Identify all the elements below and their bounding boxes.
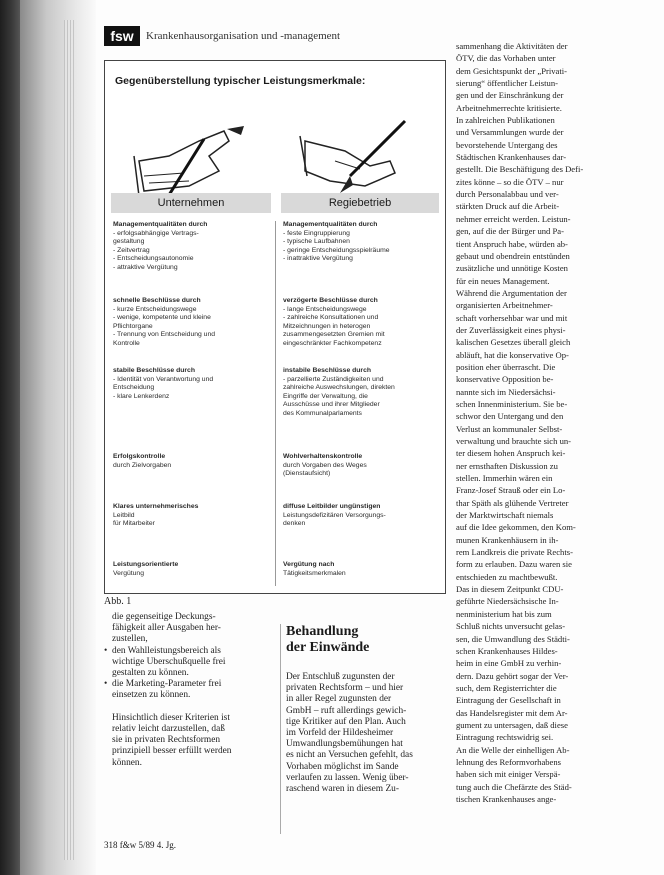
text-line: der Marktwirtschaft niemals: [456, 510, 554, 521]
text-line: raschend waren in diesem Zu-: [286, 784, 399, 795]
text-line: sammenhang die Aktivitäten der: [456, 41, 568, 51]
text-line: dem Gesichtspunkt der „Privati-: [456, 65, 567, 76]
feature-line: Mitzeichnungen in heterogen: [283, 322, 371, 330]
page-gutter-shadow: [20, 0, 96, 875]
text-line: tige Kritiker auf den Plan. Auch: [286, 716, 406, 727]
text-line: schaft vorhersehbar war und mit: [456, 312, 568, 323]
text-line: tung auch die Chefärzte des Städ-: [456, 781, 572, 792]
text-line: Das in diesem Zeitpunkt CDU-: [456, 584, 564, 595]
feature-line: - attraktive Vergütung: [113, 263, 178, 271]
feature-line: - erfolgsabhängige Vertrags-: [113, 229, 199, 237]
feature-heading: Leistungsorientierte: [113, 561, 179, 568]
text-line: haben sich mit einiger Verspä-: [456, 769, 561, 780]
text-line: dern. Dazu gehört sogar der Ver-: [456, 670, 569, 681]
feature-heading: Managementqualitäten durch: [283, 221, 378, 228]
column-head-unternehmen: Unternehmen: [111, 193, 271, 213]
text-line: sie in privaten Rechtsformen: [112, 735, 221, 746]
header-title: Krankenhausorganisation und -management: [146, 30, 341, 42]
feature-line: - feste Eingruppierung: [283, 229, 350, 237]
feature-line: des Kommunalparlaments: [283, 409, 362, 417]
feature-line: - geringe Entscheidungsspielräume: [283, 246, 390, 254]
text-line: der Zuverlässigkeit eines physi-: [456, 324, 566, 335]
text-line: rem Landkreis die private Rechts-: [456, 547, 573, 558]
text-line: Verlust an kommunaler Selbst-: [456, 423, 563, 434]
feature-line: - parzellierte Zuständigkeiten und: [283, 375, 384, 383]
text-line: in aller Regel zugunsten der: [286, 694, 392, 705]
feature-line: zusammengesetzten Gremien mit: [283, 331, 385, 339]
feature-line: - klare Lenkerdenz: [113, 392, 170, 400]
text-line: es nicht an Versuchen gefehlt, das: [286, 750, 413, 761]
feature-line: Pflichtorgane: [113, 322, 153, 330]
text-line: gestellt. Die Beschäftigung des Defi-: [456, 164, 584, 175]
feature-line: Tätigkeitsmerkmalen: [283, 569, 346, 577]
text-line: nenministerium hat bis zum: [456, 608, 552, 619]
feature-heading: Klares unternehmerisches: [113, 503, 199, 510]
feature-line: denken: [283, 520, 306, 528]
text-line: Der Entschluß zugunsten der: [286, 672, 395, 682]
feature-line: für Mitarbeiter: [113, 520, 155, 528]
feature-line: gestaltung: [113, 238, 145, 246]
text-line: Hinsichtlich dieser Kriterien ist: [112, 712, 230, 723]
text-line: Franz-Josef Strauß oder ein Lo-: [456, 485, 566, 496]
text-line: stellen. Immerhin wären ein: [456, 473, 553, 484]
left-text-column: [112, 612, 270, 769]
box-title: Gegenüberstellung typischer Leistungsmerkmale:: [115, 75, 366, 87]
text-line: Städtischen Krankenhauses dar-: [456, 152, 567, 163]
feature-block: [283, 453, 443, 479]
text-line: entschieden zu machtbewußt.: [456, 571, 558, 582]
feature-heading: Erfolgskontrolle: [113, 453, 166, 460]
text-line: gen, auf die der Bürger und Pa-: [456, 226, 564, 237]
feature-block: [113, 453, 273, 470]
text-line: verlaufen zu lassen. Wenig über-: [286, 772, 409, 783]
text-line: In zahlreichen Publikationen: [456, 115, 555, 126]
book-spine: [0, 0, 20, 875]
text-line: das Handelsregister mit dem Ar-: [456, 707, 568, 718]
text-line: Vorhaben möglichst im Sande: [286, 761, 399, 772]
text-line: Eintragung rechtswidrig sei.: [456, 732, 554, 743]
text-line: Arbeitnehmerrechte kritisierte.: [456, 102, 562, 113]
feature-block: [283, 221, 443, 264]
text-line: konservative Opposition be-: [456, 374, 554, 385]
text-line: kalischen Gesetzes überall gleich: [456, 337, 571, 348]
text-line: lehnung des Reformvorhabens: [456, 756, 562, 767]
text-line: sierung“ öffentlicher Leistun-: [456, 78, 558, 89]
feature-line: - Zeitvertrag: [113, 246, 150, 254]
text-line: schen Innenministerium. Sie be-: [456, 398, 568, 409]
feature-line: Eingriffe der Verwaltung, die: [283, 392, 368, 400]
text-line: gebaut und obendrein entstünden: [456, 250, 570, 261]
text-line: munen Krankenhäusern in ih-: [456, 534, 559, 545]
text-line: Schluß nichts unversucht gelas-: [456, 621, 566, 632]
text-line: heim in eine GmbH zu verhin-: [456, 658, 562, 669]
feature-heading: stabile Beschlüsse durch: [113, 367, 195, 374]
text-line: verwaltung und brauchte sich un-: [456, 436, 572, 446]
feature-line: Vergütung: [113, 569, 144, 577]
text-line: bevorstehende Untergang des: [456, 139, 558, 150]
feature-line: (Dienstaufsicht): [283, 470, 331, 478]
feature-line: Leitbild: [113, 511, 135, 519]
text-line: privaten Rechtsform – und hier: [286, 683, 404, 694]
feature-block: [283, 503, 443, 529]
column-head-regiebetrieb: Regiebetrieb: [281, 193, 439, 213]
feature-block: [113, 367, 273, 401]
feature-block: [283, 297, 443, 349]
text-line: können.: [112, 757, 142, 768]
feature-line: durch Vorgaben des Weges: [283, 461, 367, 469]
text-line: thar Späth als glühende Vertreter: [456, 497, 569, 508]
text-line: für ein neues Management.: [456, 275, 550, 286]
running-header: [104, 26, 420, 46]
text-line: gen und der Einschränkung der: [456, 90, 564, 101]
text-line: Eintragung der Gesellschaft in: [456, 695, 561, 706]
text-line: stärkten Druck auf die Arbeit-: [456, 201, 560, 212]
text-line: prinzipiell besser erfüllt werden: [112, 746, 232, 757]
text-line: schwor den Untergang und den: [456, 411, 564, 422]
text-line: relativ leicht darzustellen, daß: [112, 724, 225, 735]
text-line: wichtige Überschußquelle frei: [112, 656, 226, 667]
feature-line: durch Zielvorgaben: [113, 461, 172, 469]
text-line: Umwandlungsbemühungen hat: [286, 739, 403, 750]
feature-line: - lange Entscheidungswege: [283, 305, 367, 313]
feature-block: [113, 297, 273, 349]
right-text-column: [456, 40, 632, 805]
text-line: tischen Krankenhauses ange-: [456, 793, 557, 804]
feature-block: [113, 221, 273, 273]
feature-line: Leistungsdefizitären Versorgungs-: [283, 511, 386, 519]
feature-heading: instabile Beschlüsse durch: [283, 367, 372, 374]
text-line: geführte Niedersächsische In-: [456, 596, 559, 607]
text-line: ÖTV, die das Vorhaben unter: [456, 53, 556, 64]
feature-block: [113, 561, 273, 578]
feature-line: - wenige, kompetente und kleine: [113, 314, 211, 322]
feature-line: Entscheidung: [113, 384, 155, 392]
text-line: organisierten Arbeitnehmer-: [456, 300, 553, 311]
feature-line: Ausschüsse und ihrer Mitglieder: [283, 401, 380, 409]
text-line: fähigkeit aller Ausgaben her-: [112, 623, 221, 634]
text-line: im Vorfeld der Hildesheimer: [286, 728, 394, 739]
text-line: zites könne – so die ÖTV – nur: [456, 176, 564, 187]
feature-heading: schnelle Beschlüsse durch: [113, 297, 201, 304]
journal-logo: fsw: [104, 26, 140, 46]
text-line: auf die Idee gekommen, den Kom-: [456, 522, 576, 533]
feature-heading: diffuse Leitbilder ungünstigen: [283, 503, 381, 510]
text-line: [112, 702, 270, 713]
column-divider: [275, 221, 276, 586]
page-stack-edge: [64, 20, 74, 860]
text-line: nannte sich im Niedersächsi-: [456, 386, 556, 397]
text-line: und Versammlungen wurde der: [456, 127, 564, 138]
feature-line: - inattraktive Vergütung: [283, 255, 353, 263]
section-heading: Behandlung der Einwände: [286, 624, 370, 655]
feature-line: Kontrolle: [113, 339, 140, 347]
feature-heading: Wohlverhaltenskontrolle: [283, 453, 363, 460]
page-footer: 318 f&w 5/89 4. Jg.: [104, 840, 176, 850]
feature-line: eingeschränkter Fachkompetenz: [283, 339, 382, 347]
text-line: Während die Argumentation der: [456, 287, 567, 298]
feature-heading: verzögerte Beschlüsse durch: [283, 297, 378, 304]
text-line: schen Krankenhauses Hildes-: [456, 645, 558, 656]
feature-heading: Managementqualitäten durch: [113, 221, 208, 228]
text-line: die gegenseitige Deckungs-: [112, 612, 216, 622]
text-line: position eher überrascht. Die: [456, 361, 556, 372]
text-line: abläuft, hat die konservative Op-: [456, 349, 569, 360]
text-line: such, dem Registerrichter die: [456, 682, 557, 693]
text-line: sen, die Umwandlung des Städti-: [456, 633, 570, 644]
text-line: gestalten zu können.: [112, 668, 189, 679]
text-line: durch Personalabbau und ver-: [456, 189, 559, 200]
text-line: ter diesem hohen Anspruch kei-: [456, 448, 566, 459]
text-line: zustellen,: [112, 634, 148, 645]
text-line: gument zu untersagen, daß diese: [456, 719, 568, 730]
text-line: zusätzliche und unnötige Kosten: [456, 263, 568, 274]
feature-line: - zahlreiche Konsultationen und: [283, 314, 379, 322]
feature-line: - Entscheidungsautonomie: [113, 255, 194, 263]
feature-block: [113, 503, 273, 529]
feature-block: [283, 367, 443, 419]
column-rule: [280, 624, 281, 834]
feature-line: - typische Laufbahnen: [283, 238, 350, 246]
text-line: tient Anspruch habe, würden ab-: [456, 238, 568, 249]
text-line: nehmer erreicht werden. Leistun-: [456, 213, 571, 224]
text-line: • die Marketing-Parameter frei: [112, 679, 270, 690]
text-line: • den Wahlleistungsbereich als: [112, 646, 270, 657]
middle-text-column: [286, 672, 444, 795]
feature-heading: Vergütung nach: [283, 561, 335, 568]
feature-block: [283, 561, 443, 578]
text-line: GmbH – ruft allerdings gewich-: [286, 705, 407, 716]
figure-caption: Abb. 1: [104, 596, 132, 607]
comparison-box: [104, 60, 446, 594]
feature-line: - kurze Entscheidungswege: [113, 305, 197, 313]
feature-line: - Identität von Verantwortung und: [113, 375, 214, 383]
text-line: form zu erlauben. Dazu waren sie: [456, 559, 572, 570]
text-line: einsetzen zu können.: [112, 690, 191, 701]
feature-line: - Trennung von Entscheidung und: [113, 331, 216, 339]
text-line: ner ernsthaften Diskussion zu: [456, 460, 558, 471]
feature-line: zahlreiche Auswechslungen, direkten: [283, 384, 395, 392]
text-line: An die Welle der einhelligen Ab-: [456, 744, 570, 755]
